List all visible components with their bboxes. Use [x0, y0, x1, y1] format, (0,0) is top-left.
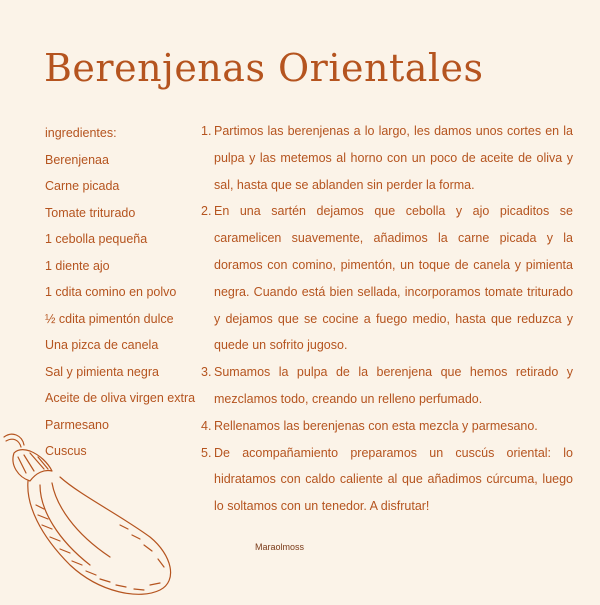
ingredient-item: 1 diente ajo — [45, 258, 110, 273]
ingredient-item: 1 cebolla pequeña — [45, 232, 148, 246]
step-text: De acompañamiento preparamos un cuscús oriental: lo hidratamos con caldo caliente al que añadimos cúrcuma, luego lo soltamos con un tenedor. A disfrutar! — [214, 445, 573, 514]
recipe-title: Berenjenas Orientales — [44, 46, 484, 90]
step-text: Partimos las berenjenas a lo largo, les damos unos cortes en la pulpa y las metemos al horno con un poco de aceite de oliva y sal, hasta que se ablanden sin perder la forma. — [214, 124, 573, 192]
ingredient-item: Sal y pimienta negra — [45, 364, 159, 379]
step-number: 4. — [201, 418, 212, 433]
steps-list — [201, 118, 573, 520]
ingredient-item: Carne picada — [45, 179, 120, 193]
step-item — [201, 413, 573, 440]
step-number: 1. — [201, 124, 212, 138]
ingredient-item: Una pizca de canela — [45, 338, 159, 352]
eggplant-icon — [0, 425, 190, 600]
ingredient-item: 1 cdita comino en polvo — [45, 285, 177, 299]
ingredient-item: Berenjenaa — [45, 152, 109, 167]
step-text: En una sartén dejamos que cebolla y ajo picaditos se caramelicen suavemente, añadimos la carne picada y la doramos con comino, pimentón, un toque de canela y pimienta negra. Cuando está bien sellada, incorporamos tomate triturado y dejamos que se cocine a fuego medio, hasta que reduzca y quede un sofrito jugoso. — [214, 204, 573, 353]
ingredient-item: Cuscus — [45, 444, 87, 458]
step-item — [201, 118, 573, 198]
step-number: 5. — [201, 445, 212, 460]
ingredients-list — [45, 120, 195, 465]
step-item — [201, 440, 573, 520]
step-item — [201, 198, 573, 359]
ingredient-item: Parmesano — [45, 417, 109, 432]
ingredient-item: Tomate triturado — [45, 205, 136, 220]
eggplant-illustration — [0, 425, 190, 605]
step-item — [201, 359, 573, 413]
step-number: 2. — [201, 204, 212, 219]
step-text: Sumamos la pulpa de la berenjena que hemos retirado y mezclamos todo, creando un relleno perfumado. — [214, 365, 573, 406]
ingredients-heading: ingredientes: — [45, 126, 117, 140]
step-number: 3. — [201, 365, 212, 380]
step-text: Rellenamos las berenjenas con esta mezcla y parmesano. — [214, 418, 538, 433]
ingredient-item: ½ cdita pimentón dulce — [45, 311, 174, 326]
ingredient-item: Aceite de oliva virgen extra — [45, 391, 196, 405]
author-signature: Maraolmoss — [255, 542, 305, 552]
